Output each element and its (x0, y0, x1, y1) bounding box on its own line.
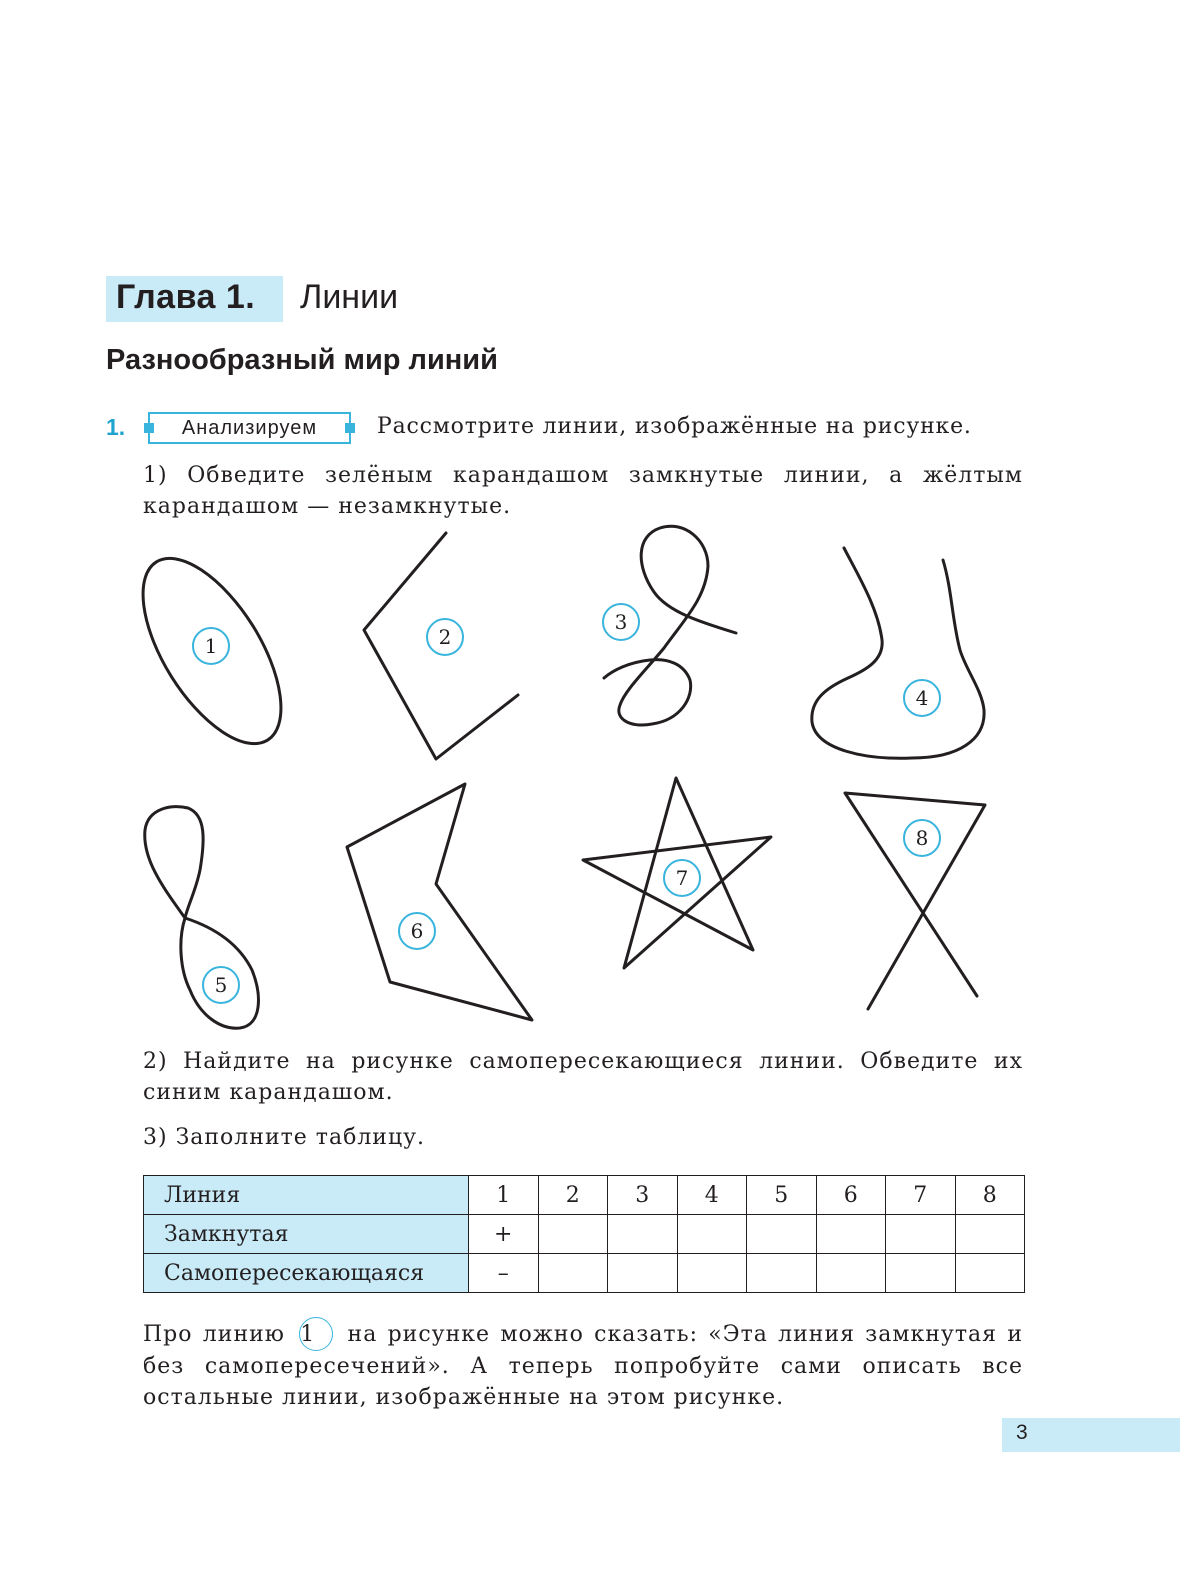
label-5: 5 (214, 973, 228, 997)
table-cell[interactable] (677, 1254, 747, 1293)
table-column-header: 4 (677, 1176, 747, 1215)
task-step-3: 3) Заполните таблицу. (143, 1125, 426, 1150)
page-number: 3 (1016, 1421, 1028, 1444)
table-cell[interactable] (955, 1254, 1025, 1293)
table-column-header: 2 (538, 1176, 608, 1215)
table-cell[interactable] (886, 1254, 956, 1293)
task-intro: Рассмотрите линии, изображённые на рисунке. (377, 414, 972, 439)
label-1: 1 (204, 634, 218, 658)
closing-text-before: Про линию (143, 1322, 285, 1347)
task-tag-label: Анализируем (181, 417, 318, 439)
label-8: 8 (915, 826, 929, 850)
closing-text-after: на рисунке можно сказать: «Эта линия замкнутая и без самопересечений». А теперь попробуйте сами описать все остальные линии, изображённые на этом рисунке. (143, 1322, 1024, 1410)
line-marker-circle: 1 (299, 1317, 333, 1351)
table-cell[interactable] (747, 1215, 817, 1254)
section-title: Разнообразный мир линий (106, 344, 498, 376)
label-2: 2 (438, 625, 452, 649)
table-cell[interactable] (816, 1215, 886, 1254)
closing-paragraph (143, 1317, 1023, 1413)
table-column-header: 6 (816, 1176, 886, 1215)
table-cell[interactable] (955, 1215, 1025, 1254)
table-cell[interactable] (886, 1215, 956, 1254)
answer-table (143, 1175, 1025, 1293)
table-row-closed (144, 1215, 1025, 1254)
row-label-self-intersecting: Самопересекающаяся (144, 1254, 469, 1293)
row-label-closed: Замкнутая (144, 1215, 469, 1254)
task-number: 1. (106, 414, 126, 440)
table-column-header: 5 (747, 1176, 817, 1215)
table-header-label: Линия (144, 1176, 469, 1215)
table-cell[interactable] (538, 1215, 608, 1254)
table-cell[interactable]: – (469, 1254, 539, 1293)
table-cell[interactable] (677, 1215, 747, 1254)
table-column-header: 7 (886, 1176, 956, 1215)
table-cell[interactable] (608, 1254, 678, 1293)
table-cell[interactable] (816, 1254, 886, 1293)
label-4: 4 (915, 686, 929, 710)
line-6-shape (347, 784, 532, 1020)
task-step-1: 1) Обведите зелёным карандашом замкнутые линии, а жёлтым карандашом — незамкнутые. (143, 463, 1023, 519)
label-3: 3 (614, 610, 628, 634)
table-cell[interactable] (747, 1254, 817, 1293)
table-header-row (144, 1176, 1025, 1215)
label-7: 7 (675, 866, 689, 890)
page-number-box (1002, 1418, 1180, 1452)
chapter-label: Глава 1. (116, 278, 256, 316)
table-row-self-intersecting (144, 1254, 1025, 1293)
line-5-shape (145, 807, 259, 1029)
table-cell[interactable] (608, 1215, 678, 1254)
table-cell[interactable] (538, 1254, 608, 1293)
table-column-header: 8 (955, 1176, 1025, 1215)
task-step-2: 2) Найдите на рисунке самопересекающиеся линии. Обведите их синим карандашом. (143, 1049, 1023, 1105)
line-4-shape (812, 548, 984, 758)
label-6: 6 (410, 919, 424, 943)
table-column-header: 1 (469, 1176, 539, 1215)
chapter-title: Линии (300, 278, 399, 316)
table-column-header: 3 (608, 1176, 678, 1215)
table-cell[interactable]: + (469, 1215, 539, 1254)
